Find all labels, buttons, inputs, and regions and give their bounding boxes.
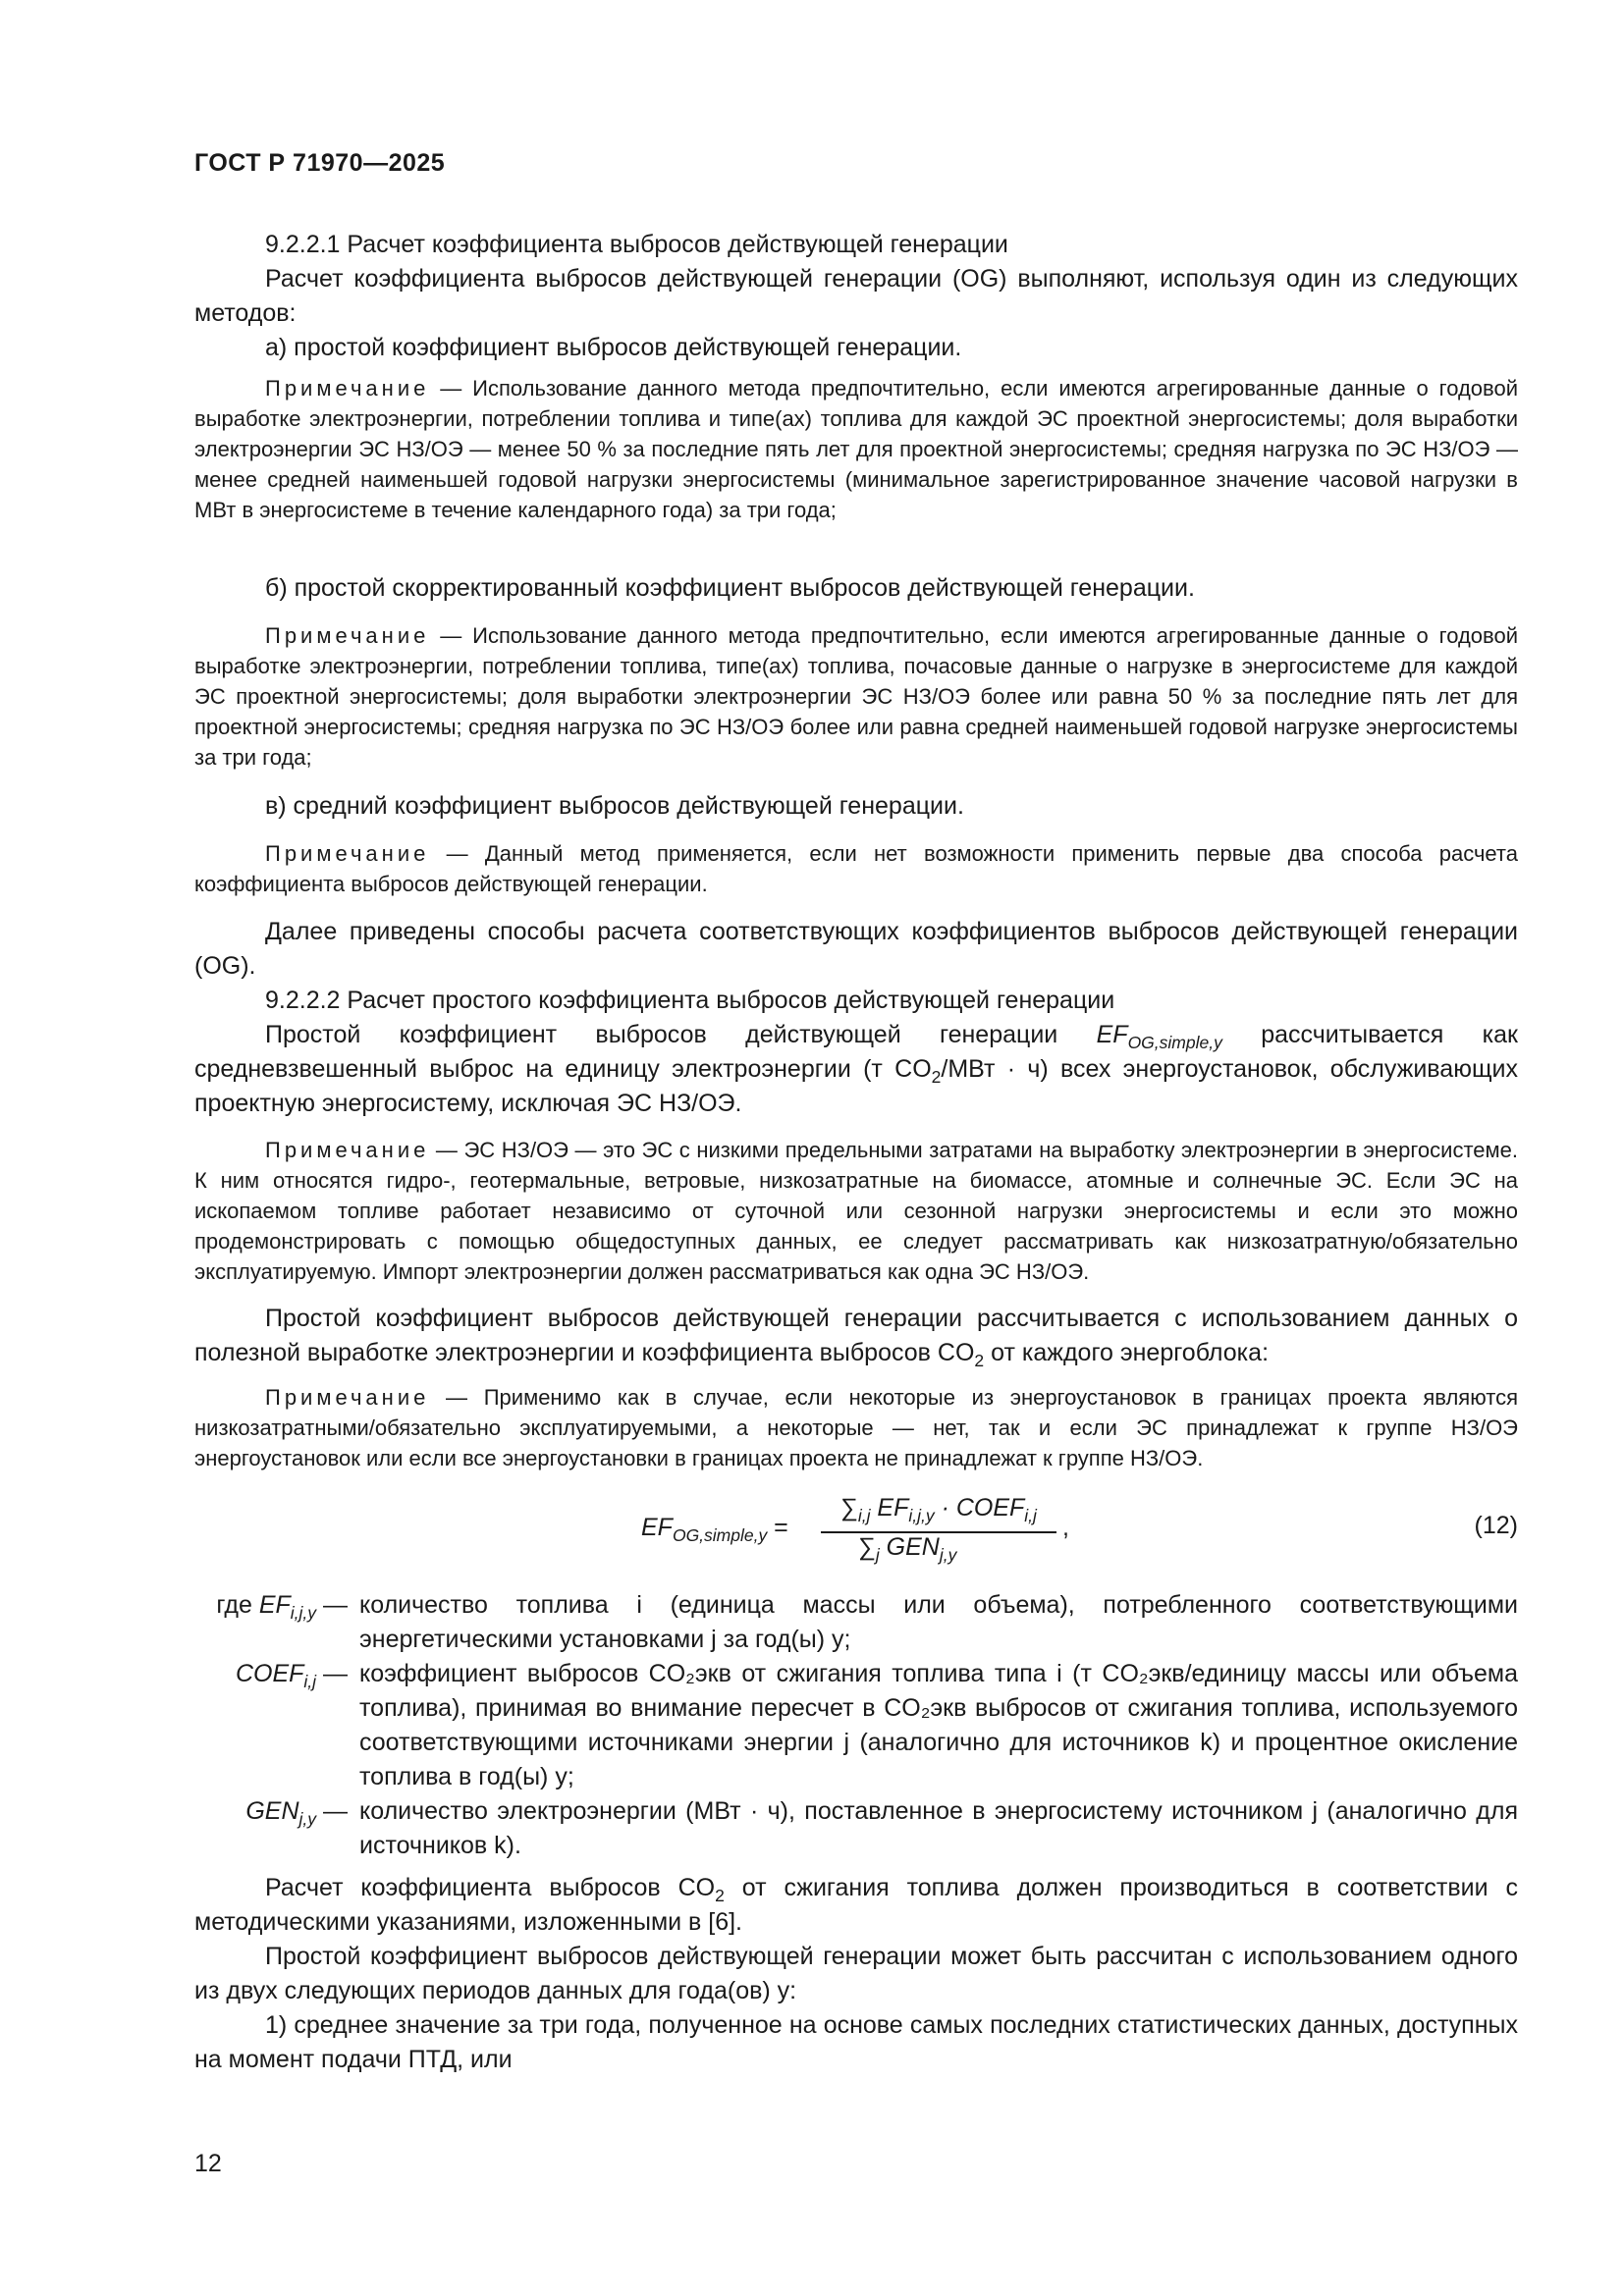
note-label: Примечание [265, 376, 430, 400]
document-header: ГОСТ Р 71970—2025 [194, 149, 446, 177]
note-e [194, 1382, 1518, 1473]
method-b: б) простой скорректированный коэффициент выбросов действующей генерации. [265, 574, 1195, 602]
list-item-1: 1) среднее значение за три года, полученное на основе самых последних статистических данных, доступных на момент подачи ПТД, или [194, 2011, 1518, 2073]
formula-comma: , [1062, 1514, 1069, 1541]
paragraph-intro: Расчет коэффициента выбросов действующей генерации (OG) выполняют, используя один из следующих методов: [194, 265, 1518, 327]
formula-numerator: $\sum_{i,j}$ $EF_{i,j,y}$ · $COEF_{i,j}$ [840, 1494, 1037, 1526]
note-label: Примечание [265, 841, 430, 866]
definition-coef [194, 1657, 1518, 1794]
definition-term: $COEF_{i,j}$ — [235, 1660, 348, 1692]
paragraph-co2: Расчет коэффициента выбросов $CO_2$ от сжигания топлива должен производиться в соответствии с методическими указаниями, изложенными в [6]. [194, 1874, 1518, 1936]
note-b [194, 620, 1518, 773]
note-label: Примечание [265, 1385, 430, 1410]
note-label: Примечание [265, 623, 430, 648]
note-c [194, 838, 1518, 899]
section-9-2-2-1 [194, 228, 1518, 365]
formula-denominator: $\sum_j$ $GEN_{j,y}$ [858, 1533, 957, 1566]
definition-text: коэффициент выбросов CO₂экв от сжигания топлива типа i (т CO₂экв/единицу массы или объема топлива), принимая во внимание пересчет в CO₂экв выбросов от сжигания топлива, используемого соответствующими источниками энергии j (аналогично для источников k) и процентное окисление топлива в год(ы) y; [359, 1660, 1518, 1790]
paragraph-simple: Простой коэффициент выбросов действующей генерации $EF_{OG,simple,y}$ рассчитывается как средневзвешенный выброс на единицу электроэнергии (т $CO_2$/МВт · ч) всех энергоустановок, обслуживающих проектную энергосистему, исключая ЭС НЗ/ОЭ. [194, 1021, 1518, 1117]
method-c-block [194, 789, 1518, 824]
method-b-block [194, 571, 1518, 606]
page-number: 12 [194, 2150, 222, 2177]
definitions-list [194, 1588, 1518, 1863]
paragraph-period: Простой коэффициент выбросов действующей генерации может быть рассчитан с использованием одного из двух следующих периодов данных для года(ов) y: [194, 1943, 1518, 2004]
paragraph-next: Далее приведены способы расчета соответствующих коэффициентов выбросов действующей генерации (OG). [194, 918, 1518, 980]
note-text: — Использование данного метода предпочтительно, если имеются агрегированные данные о годовой выработке электроэнергии, потреблении топлива и типе(ах) топлива для каждой ЭС проектной энергосистемы; доля выработки электроэнергии ЭС НЗ/ОЭ — менее 50 % за последние пять лет для проектной энергосистемы; средняя нагрузка по ЭС НЗ/ОЭ — менее средней наименьшей годовой нагрузки энергосистемы (минимальное зарегистрированное значение часовой нагрузки в МВт в энергосистеме в течение календарного года) за три года; [194, 376, 1518, 522]
definition-text: количество топлива i (единица массы или объема), потребленного соответствующими энергетическими установками j за год(ы) y; [359, 1591, 1518, 1653]
paragraph-calc: Простой коэффициент выбросов действующей генерации рассчитывается с использованием данных о полезной выработке электроэнергии и коэффициента выбросов $CO_2$ от каждого энергоблока: [194, 1305, 1518, 1371]
definition-gen [194, 1794, 1518, 1863]
formula-12 [194, 1494, 1518, 1573]
definition-ef [194, 1588, 1518, 1657]
section-heading: 9.2.2.1 Расчет коэффициента выбросов действующей генерации [265, 231, 1008, 258]
paragraph-calc-block [194, 1302, 1518, 1370]
section-heading: 9.2.2.2 Расчет простого коэффициента выбросов действующей генерации [265, 987, 1115, 1014]
note-text: — Данный метод применяется, если нет возможности применить первые два способа расчета коэффициента выбросов действующей генерации. [194, 841, 1518, 896]
method-c: в) средний коэффициент выбросов действующей генерации. [265, 792, 964, 820]
definition-text: количество электроэнергии (МВт · ч), поставленное в энергосистему источником j (аналогично для источников k). [359, 1797, 1518, 1859]
note-text: — Использование данного метода предпочтительно, если имеются агрегированные данные о годовой выработке электроэнергии, потреблении топлива, типе(ах) топлива, почасовые данные о нагрузке в энергосистеме для каждой ЭС проектной энергосистемы; доля выработки электроэнергии ЭС НЗ/ОЭ более или равна 50 % за последние пять лет для проектной энергосистемы; средняя нагрузка по ЭС НЗ/ОЭ более или равна средней наименьшей годовой нагрузке энергосистемы за три года; [194, 623, 1518, 770]
note-text: — Применимо как в случае, если некоторые из энергоустановок в границах проекта являются низкозатратными/обязательно эксплуатируемыми, а некоторые — нет, так и если ЭС принадлежат к группе НЗ/ОЭ энергоустановок или если все энергоустановки в границах проекта не принадлежат к группе НЗ/ОЭ. [194, 1385, 1518, 1470]
note-a [194, 373, 1518, 525]
note-label: Примечание [265, 1138, 430, 1162]
note-d [194, 1135, 1518, 1287]
definition-term: $GEN_{j,y}$ — [245, 1797, 348, 1830]
closing-paragraphs [194, 1871, 1518, 2077]
formula-lhs: $EF_{OG,simple,y}$ = [641, 1514, 788, 1546]
equation-number: (12) [1474, 1512, 1518, 1539]
note-text: — ЭС НЗ/ОЭ — это ЭС с низкими предельными затратами на выработку электроэнергии в энергосистеме. К ним относятся гидро-, геотермальные, ветровые, низкозатратные на биомассе, атомные и солнечные ЭС. Если ЭС на ископаемом топливе работает независимо от суточной или сезонной нагрузки энергосистемы и если это можно продемонстрировать с помощью общедоступных данных, ее следует рассматривать как низкозатратную/обязательно эксплуатируемую. Импорт электроэнергии должен рассматриваться как одна ЭС НЗ/ОЭ. [194, 1138, 1518, 1284]
section-9-2-2-2 [194, 915, 1518, 1121]
definition-term: где $EF_{i,j,y}$ — [216, 1591, 348, 1624]
method-a: а) простой коэффициент выбросов действующей генерации. [265, 334, 962, 361]
